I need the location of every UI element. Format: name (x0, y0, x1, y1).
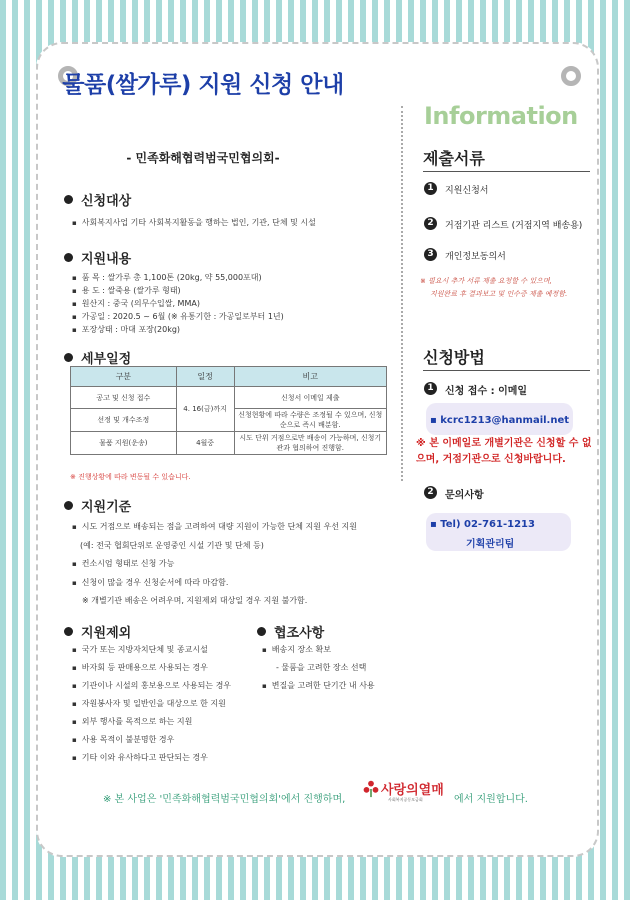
email-warning: ※ 본 이메일로 개별기관은 신청할 수 없으며, 거점기관으로 신청바랍니다. (416, 438, 592, 465)
list-item: ▪ 바자회 등 판매용으로 사용되는 경우 (72, 662, 208, 673)
section-heading-schedule: 세부일정 (64, 348, 131, 367)
list-item: ▪ 자원봉사자 및 일반인을 대상으로 한 지원 (72, 698, 226, 709)
email-link[interactable]: ▪ kcrc1213@hanmail.net (430, 415, 570, 426)
method-heading-underline (423, 370, 590, 371)
list-item: ▪ 가공일 : 2020.5 ~ 6월 (※ 유통기한 : 가공일로부터 1년) (72, 311, 284, 322)
bullet-dot-icon (64, 627, 73, 636)
table-cell: 신청현황에 따라 수량은 조정될 수 있으며, 신청순으로 즉시 배분함. (234, 409, 386, 432)
list-item: ※ 개별기관 배송은 어려우며, 지원제외 대상일 경우 지원 불가함. (82, 596, 308, 605)
section-heading-cooperation: 협조사항 (257, 622, 324, 641)
list-item: ▪ 국가 또는 지방자치단체 및 종교시설 (72, 644, 208, 655)
list-item: (예: 전국 협회단위로 운영중인 시설 기관 및 단체 등) (80, 541, 264, 550)
list-item: ▪ 기타 이와 유사하다고 판단되는 경우 (72, 752, 208, 763)
schedule-footnote: ※ 진행상황에 따라 변동될 수 있습니다. (70, 473, 191, 481)
list-item: ▪ 외부 행사를 목적으로 하는 지원 (72, 716, 192, 727)
number-1-icon: 1 (424, 182, 437, 195)
table-cell: 시도 단위 거점으로만 배송이 가능하며, 신청기관과 협의하여 진행함. (234, 432, 386, 455)
list-item: ▪ 컨소시엄 형태로 신청 가능 (72, 558, 174, 569)
doc-item: 개인정보동의서 (445, 252, 506, 262)
bullet-dot-icon (257, 627, 266, 636)
contact-label: 문의사항 (445, 490, 484, 501)
list-item: ▪ 원산지 : 중국 (의무수입쌀, MMA) (72, 298, 200, 309)
method-heading: 신청방법 (423, 348, 485, 367)
list-item: ▪ 변질을 고려한 단기간 내 사용 (262, 680, 375, 691)
table-cell: 4. 16(금)까지 (176, 387, 234, 432)
list-item: ▪ 시도 거점으로 배송되는 점을 고려하여 대량 지원이 가능한 단체 지원 우선 지원 (72, 521, 357, 532)
section-heading-exclusion: 지원제외 (64, 622, 131, 641)
section-heading-target: 신청대상 (64, 190, 131, 209)
bullet-dot-icon (64, 253, 73, 262)
list-item: ▪ 기관이나 시설의 홍보용으로 사용되는 경우 (72, 680, 231, 691)
number-2-icon: 2 (424, 217, 437, 230)
doc-item: 지원신청서 (445, 186, 489, 196)
team-name: 기획관리팀 (466, 539, 515, 550)
list-item: ▪ 품 목 : 쌀가루 총 1,100톤 (20kg, 약 55,000포대) (72, 272, 262, 283)
docs-heading: 제출서류 (423, 149, 485, 168)
docs-handwritten-note: ※ 필요시 추가 서류 제출 요청할 수 있으며, (420, 277, 552, 285)
number-1-icon: 1 (424, 382, 437, 395)
list-item: ▪ 사용 목적이 불분명한 경우 (72, 734, 174, 745)
list-item: - 물품을 고려한 장소 선택 (276, 663, 367, 672)
list-item: ▪ 신청이 많을 경우 신청순서에 따라 마감함. (72, 577, 228, 588)
table-cell: 공고 및 신청 접수 (71, 387, 177, 409)
list-item: ▪ 포장상태 : 마대 포장(20kg) (72, 324, 180, 335)
table-cell: 선정 및 개수조정 (71, 409, 177, 432)
bullet-dot-icon (64, 195, 73, 204)
bullet-dot-icon (64, 501, 73, 510)
table-cell: 신청서 이메일 제출 (234, 387, 386, 409)
logo-subtext: 사회복지공동모금회 (388, 797, 423, 802)
apply-label: 신청 접수 : 이메일 (445, 386, 528, 397)
tel-link[interactable]: ▪ Tel) 02-761-1213 (430, 519, 535, 530)
doc-item: 거점기관 리스트 (거점지역 배송용) (445, 221, 583, 231)
number-2-icon: 2 (424, 486, 437, 499)
footer-text-left: ※ 본 사업은 '민족화해협력범국민협의회'에서 진행하며, (103, 794, 346, 805)
section-heading-criteria: 지원기준 (64, 496, 131, 515)
list-item: ▪ 용 도 : 쌀죽용 (쌀가루 형태) (72, 285, 181, 296)
table-header: 비고 (234, 367, 386, 387)
organization-name: - 민족화해협력범국민협의회- (126, 151, 280, 165)
love-fruit-logo-icon (362, 780, 380, 798)
schedule-table (70, 366, 387, 455)
table-row (71, 432, 387, 455)
docs-heading-underline (423, 171, 590, 172)
list-item: ▪ 배송지 장소 확보 (262, 644, 331, 655)
info-title: Information (424, 102, 578, 130)
table-cell: 물품 지원(운송) (71, 432, 177, 455)
section-heading-content: 지원내용 (64, 248, 131, 267)
logo-text: 사랑의열매 (381, 783, 444, 798)
page-title: 물품(쌀가루) 지원 신청 안내 (62, 72, 344, 98)
number-3-icon: 3 (424, 248, 437, 261)
binder-ring-icon (561, 66, 581, 86)
bullet-dot-icon (64, 353, 73, 362)
table-cell: 4월중 (176, 432, 234, 455)
footer-text-right: 에서 지원합니다. (454, 794, 528, 805)
docs-handwritten-note: 지원완료 후 결과보고 및 인수증 제출 예정함. (430, 290, 568, 298)
column-divider (401, 106, 403, 481)
table-row (71, 387, 387, 409)
list-item: ▪ 사회복지사업 기타 사회복지활동을 행하는 법인, 기관, 단체 및 시설 (72, 217, 316, 228)
table-header: 일정 (176, 367, 234, 387)
table-header: 구분 (71, 367, 177, 387)
